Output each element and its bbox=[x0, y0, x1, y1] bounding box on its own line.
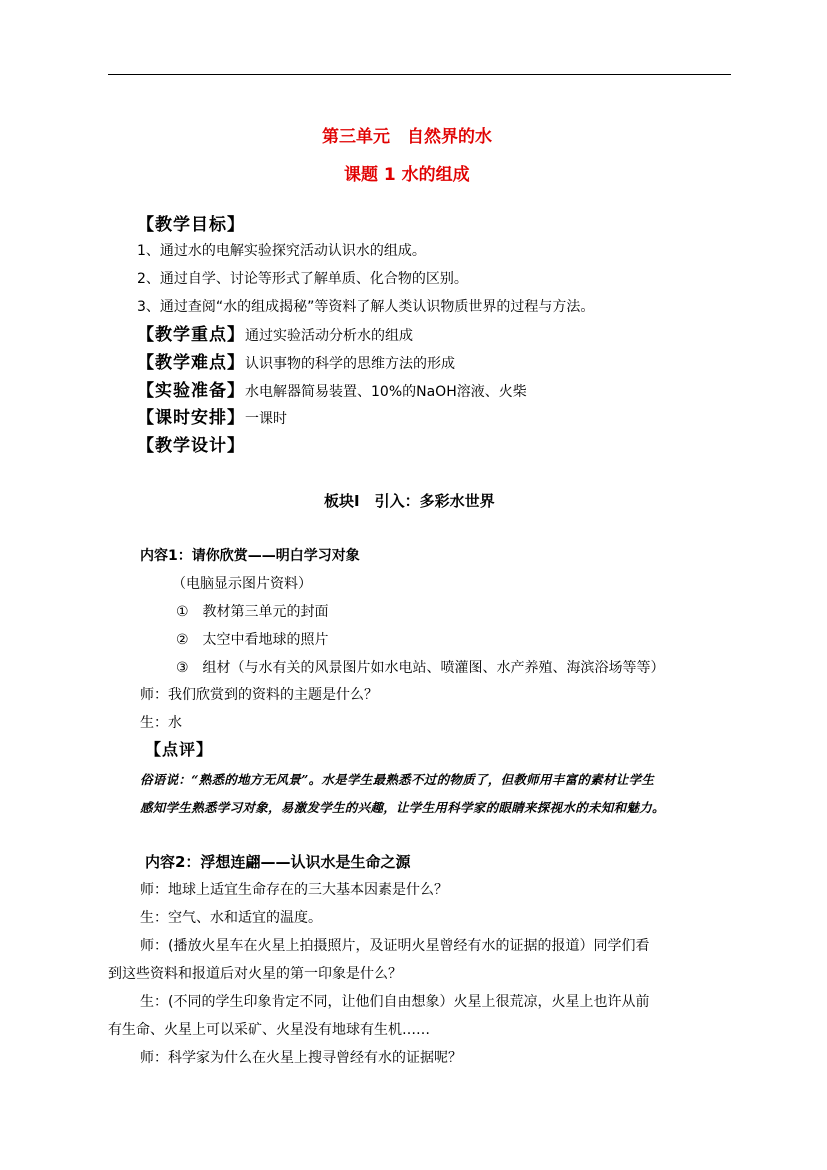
objective-2: 2、通过自学、讨论等形式了解单质、化合物的区别。 bbox=[137, 271, 468, 287]
difficulty-text: 认识事物的科学的思维方法的形成 bbox=[245, 356, 455, 372]
content2-line-7: 师：科学家为什么在火星上搜寻曾经有水的证据呢？ bbox=[140, 1050, 462, 1066]
difficulty-heading: 【教学难点】 bbox=[137, 353, 245, 373]
content2-line-4: 到这些资料和报道后对火星的第一印象是什么？ bbox=[108, 966, 402, 982]
key-point-text: 通过实验活动分析水的组成 bbox=[245, 328, 413, 344]
objectives-heading: 【教学目标】 bbox=[137, 215, 245, 235]
content1-item-3: ③ 组材（与水有关的风景图片如水电站、喷灌图、水产养殖、海滨浴场等等） bbox=[176, 660, 665, 676]
objective-3: 3、通过查阅“水的组成揭秘”等资料了解人类认识物质世界的过程与方法。 bbox=[137, 299, 595, 315]
design-heading: 【教学设计】 bbox=[137, 436, 245, 456]
content2-heading: 内容2：浮想连翩——认识水是生命之源 bbox=[145, 853, 411, 871]
unit-title: 第三单元 自然界的水 bbox=[322, 127, 492, 147]
comment-line-2: 感知学生熟悉学习对象，易激发学生的兴趣，让学生用科学家的眼睛来探视水的未知和魅力。 bbox=[140, 800, 665, 815]
content1-heading: 内容1：请你欣赏——明白学习对象 bbox=[140, 548, 360, 564]
comment-heading: 【点评】 bbox=[145, 740, 214, 759]
key-point-row bbox=[137, 320, 413, 345]
schedule-text: 一课时 bbox=[245, 411, 287, 427]
prep-row bbox=[137, 376, 527, 401]
lesson-title: 课题 1 水的组成 bbox=[344, 165, 470, 185]
difficulty-row bbox=[137, 348, 455, 373]
prep-text: 水电解器简易装置、10%的NaOH溶液、火柴 bbox=[245, 384, 527, 400]
content2-line-2: 生：空气、水和适宜的温度。 bbox=[140, 910, 322, 926]
content1-item-2: ② 太空中看地球的照片 bbox=[176, 632, 329, 648]
header-rule bbox=[108, 74, 731, 75]
content1-teacher-question: 师：我们欣赏到的资料的主题是什么？ bbox=[140, 687, 378, 703]
content2-line-3: 师：(播放火星车在火星上拍摄照片，及证明火星曾经有水的证据的报道）同学们看 bbox=[140, 938, 650, 954]
content2-line-6: 有生命、火星上可以采矿、火星没有地球有生机…… bbox=[108, 1022, 430, 1038]
content1-note: （电脑显示图片资料） bbox=[172, 576, 312, 592]
content2-line-5: 生：(不同的学生印象肯定不同，让他们自由想象）火星上很荒凉，火星上也许从前 bbox=[140, 994, 650, 1010]
key-point-heading: 【教学重点】 bbox=[137, 325, 245, 345]
schedule-row bbox=[137, 403, 287, 428]
content1-student-answer: 生：水 bbox=[140, 715, 182, 731]
content1-item-1: ① 教材第三单元的封面 bbox=[176, 604, 329, 620]
prep-heading: 【实验准备】 bbox=[137, 381, 245, 401]
comment-line-1: 俗语说：“熟悉的地方无风景”。水是学生最熟悉不过的物质了，但教师用丰富的素材让学生 bbox=[140, 772, 655, 787]
content2-line-1: 师：地球上适宜生命存在的三大基本因素是什么？ bbox=[140, 882, 448, 898]
block1-title: 板块Ⅰ 引入：多彩水世界 bbox=[324, 492, 495, 510]
schedule-heading: 【课时安排】 bbox=[137, 408, 245, 428]
objective-1: 1、通过水的电解实验探究活动认识水的组成。 bbox=[137, 243, 426, 259]
